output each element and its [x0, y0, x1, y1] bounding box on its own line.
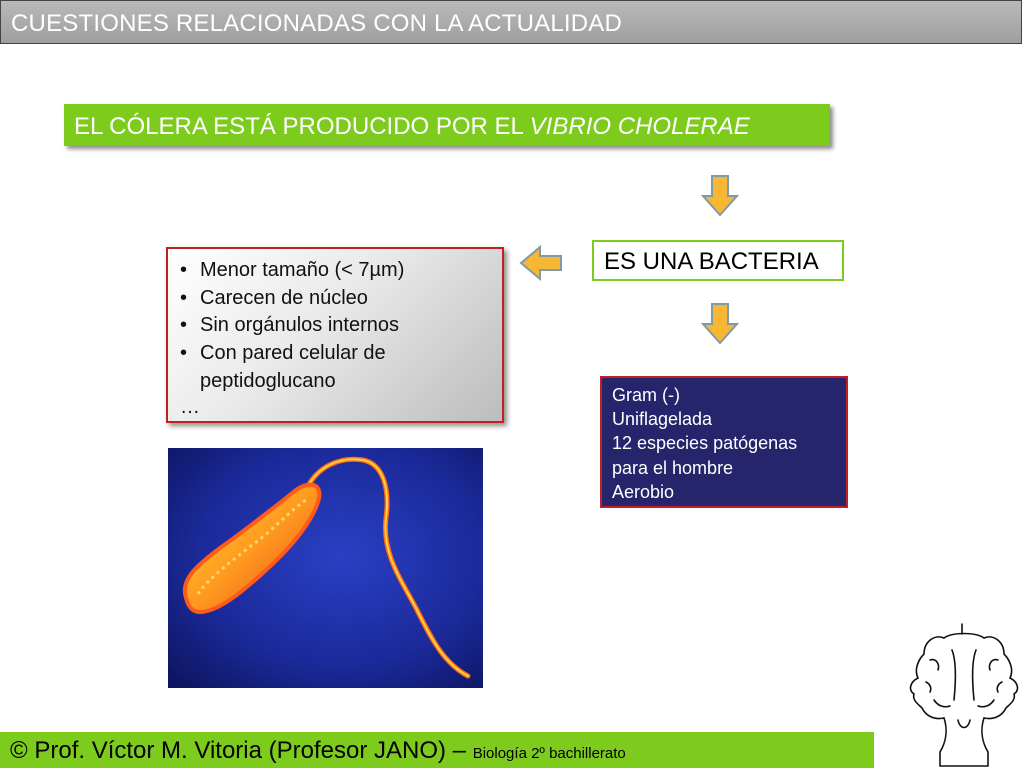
- bacteria-text: ES UNA BACTERIA: [604, 248, 819, 275]
- bullet-icon: •: [180, 314, 188, 336]
- cholera-title-italic: VIBRIO CHOLERAE: [529, 113, 750, 140]
- janus-logo-icon: [904, 620, 1024, 768]
- list-item: • Con pared celular de: [180, 340, 502, 368]
- list-item: • Sin orgánulos internos: [180, 312, 502, 340]
- list-item: • Menor tamaño (< 7µm): [180, 257, 502, 285]
- gram-line: Aerobio: [612, 481, 675, 502]
- bullet-icon: •: [180, 341, 188, 364]
- cholera-title-text: EL CÓLERA ESTÁ PRODUCIDO POR EL: [74, 113, 530, 140]
- down-arrow-icon: [700, 174, 740, 218]
- bullet-icon: •: [180, 286, 188, 309]
- gram-info-box: [600, 376, 848, 508]
- bacteria-features-box: [166, 247, 504, 423]
- gram-line: Gram (-): [612, 385, 680, 405]
- features-list: [180, 257, 502, 367]
- gram-line: para el hombre: [612, 457, 734, 478]
- slide-header: [0, 0, 1022, 44]
- footer-course: Biología 2º bachillerato: [472, 745, 626, 762]
- bacteria-box: [592, 240, 844, 281]
- gram-line: 12 especies patógenas: [612, 433, 798, 454]
- slide-header-title: CUESTIONES RELACIONADAS CON LA ACTUALIDAD: [11, 10, 623, 37]
- slide-footer: [0, 732, 874, 768]
- bullet-icon: •: [180, 259, 188, 281]
- list-item: • Carecen de núcleo: [180, 285, 502, 313]
- vibrio-micrograph-image: [168, 448, 483, 688]
- list-ellipsis: …: [180, 396, 200, 418]
- left-arrow-icon: [518, 244, 564, 282]
- down-arrow-icon: [700, 302, 740, 346]
- gram-line: Uniflagelada: [612, 409, 713, 430]
- cholera-title-box: [64, 104, 830, 146]
- list-item-continuation: peptidoglucano: [200, 370, 336, 392]
- footer-author: © Prof. Víctor M. Vitoria (Profesor JANO) –: [10, 737, 473, 764]
